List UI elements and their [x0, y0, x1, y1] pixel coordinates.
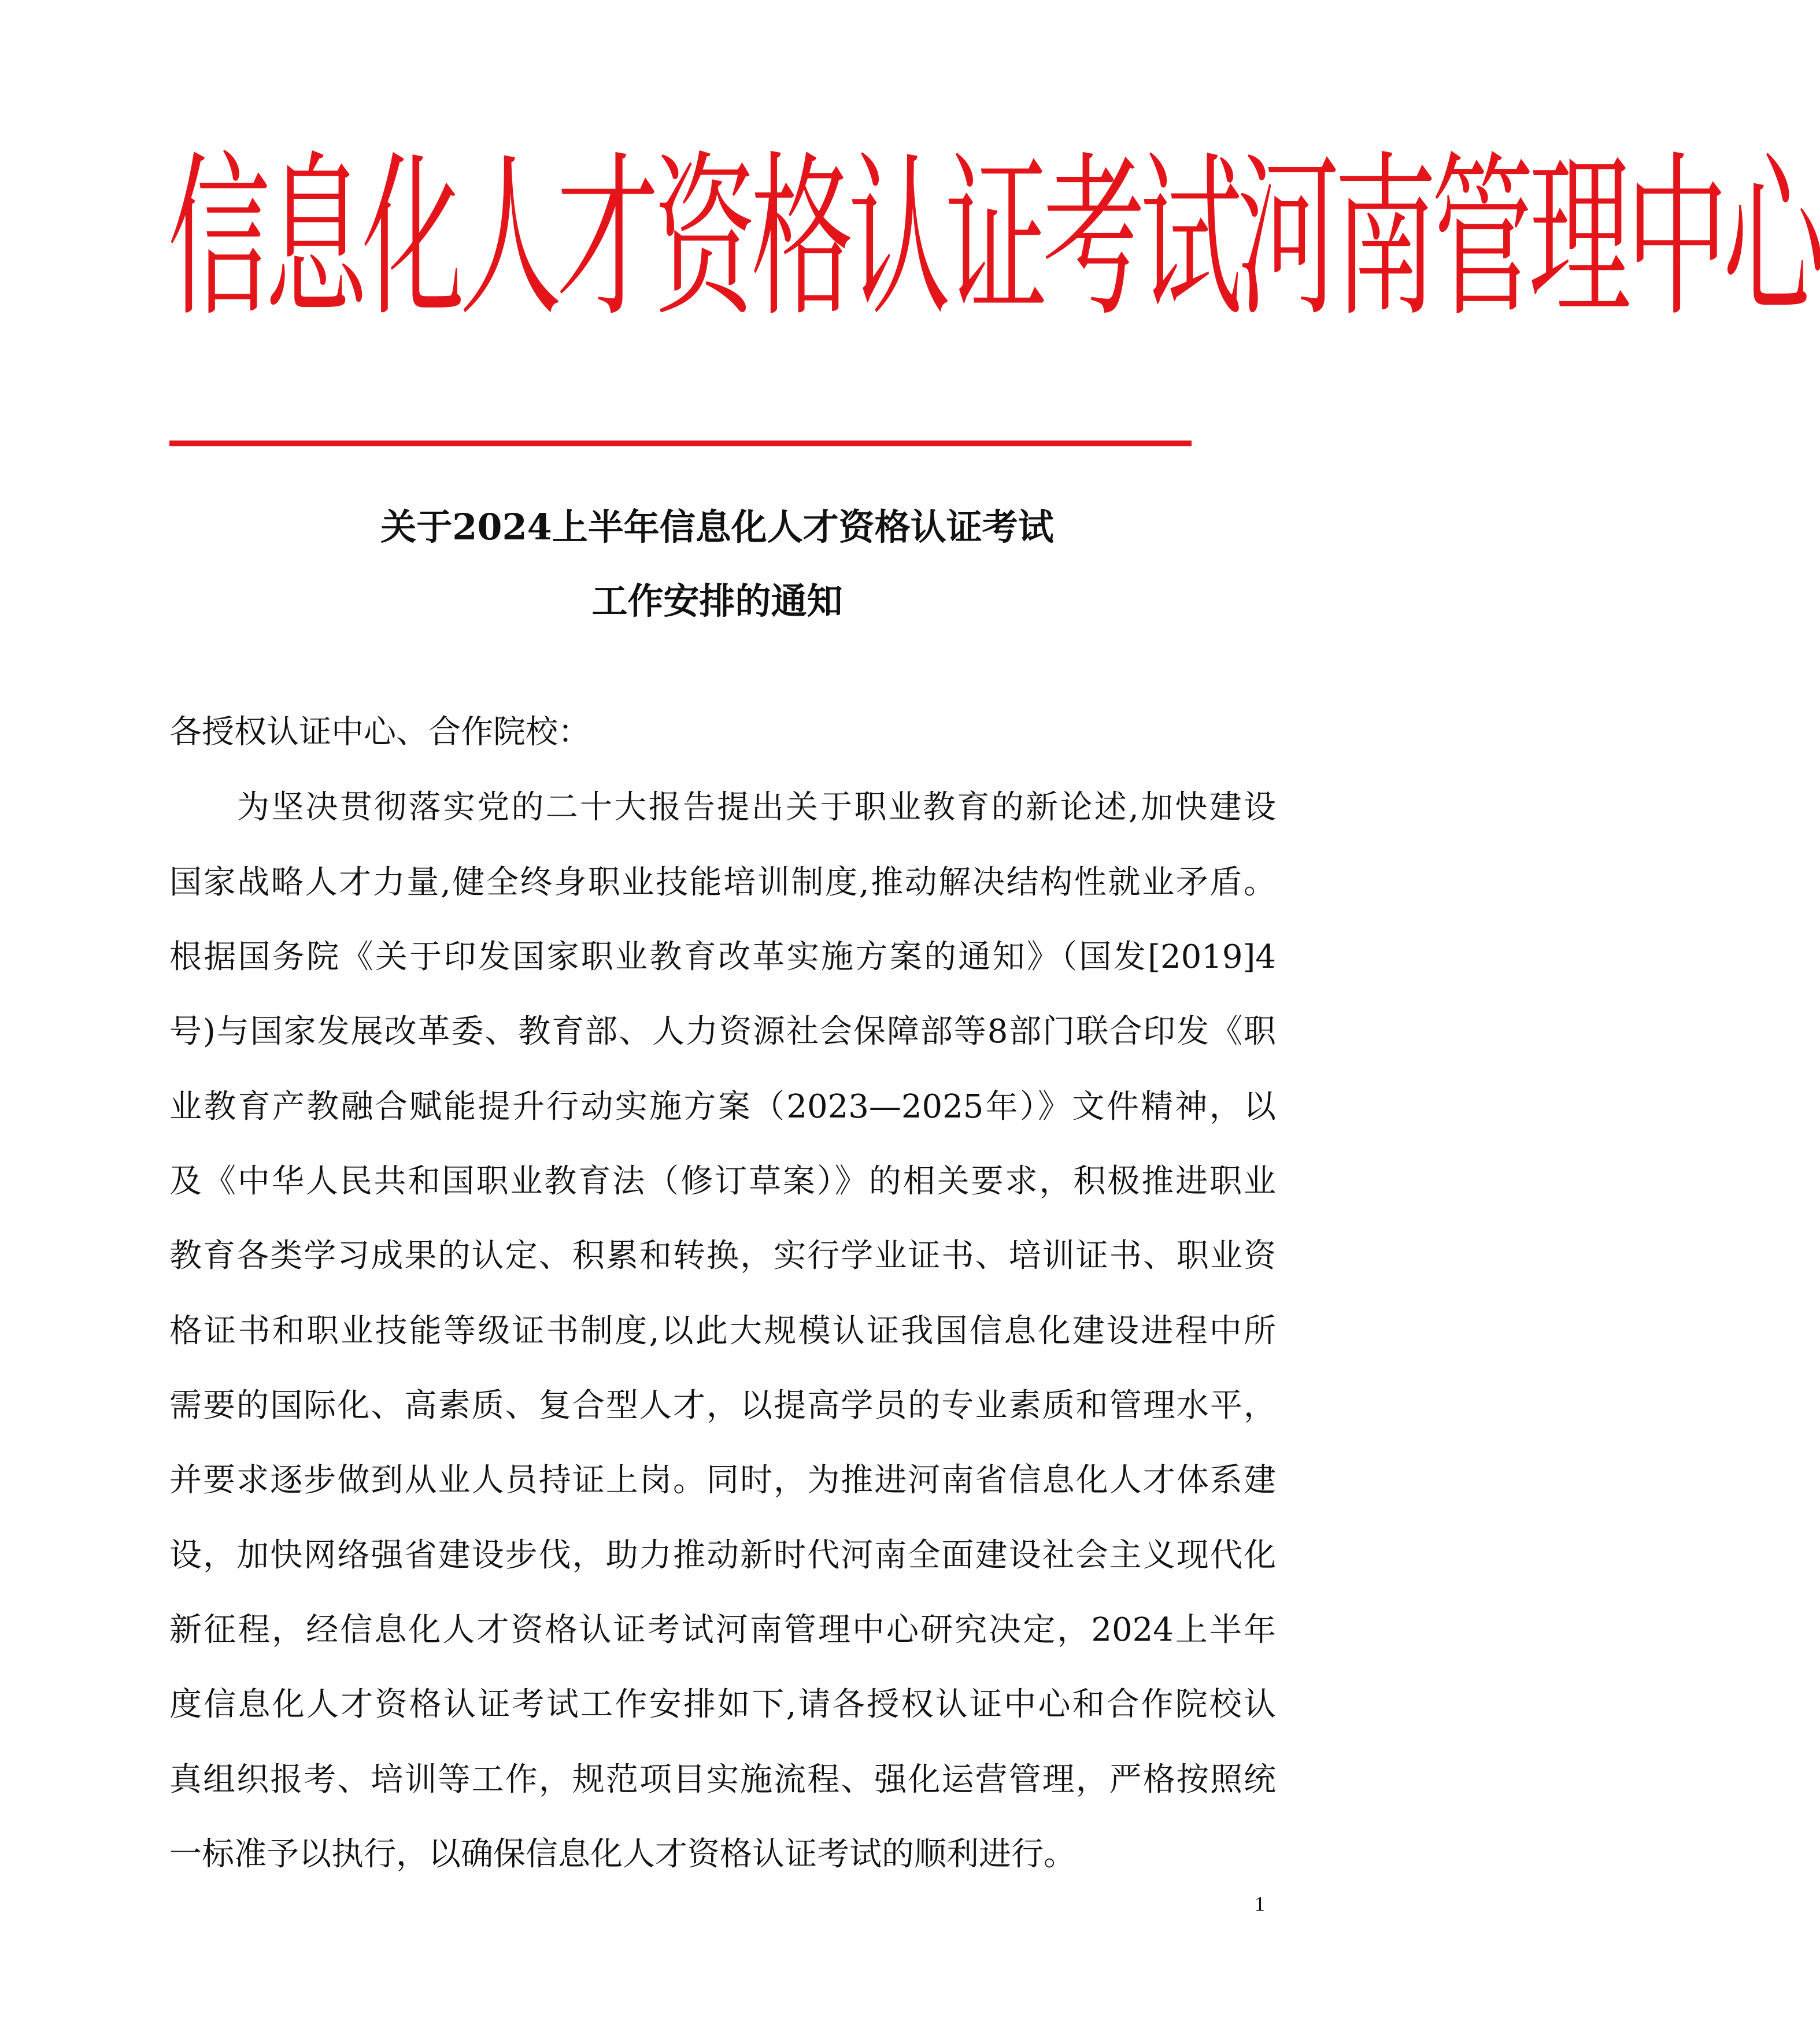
body-line: 需要的国际化、高素质、复合型人才，以提高学员的专业素质和管理水平，: [169, 1387, 1276, 1424]
body-line: 设，加快网络强省建设步伐，助力推动新时代河南全面建设社会主义现代化: [169, 1537, 1276, 1574]
body-line: 一标准予以执行，以确保信息化人才资格认证考试的顺利进行。: [169, 1835, 1076, 1873]
body-line: 格证书和职业技能等级证书制度,以此大规模认证我国信息化建设进程中所: [169, 1312, 1276, 1350]
body-line: 度信息化人才资格认证考试工作安排如下,请各授权认证中心和合作院校认: [169, 1686, 1276, 1723]
body-line: 新征程，经信息化人才资格认证考试河南管理中心研究决定，2024上半年: [169, 1611, 1276, 1649]
document-title-line-1: 关于2024上半年信息化人才资格认证考试: [380, 506, 1054, 548]
body-line: 业教育产教融合赋能提升行动实施方案（2023—2025年）》文件精神，以: [169, 1088, 1276, 1126]
page-number: 1: [1255, 1892, 1265, 1915]
body-line: 号)与国家发展改革委、教育部、人力资源社会保障部等8部门联合印发《职: [169, 1013, 1276, 1050]
body-line: 国家战略人才力量,健全终身职业技能培训制度,推动解决结构性就业矛盾。: [169, 864, 1276, 901]
salutation: 各授权认证中心、合作院校：: [169, 713, 590, 751]
body-line: 教育各类学习成果的认定、积累和转换，实行学业证书、培训证书、职业资: [169, 1237, 1276, 1275]
header-red-rule: [169, 441, 1192, 446]
body-line: 真组织报考、培训等工作，规范项目实施流程、强化运营管理，严格按照统: [169, 1761, 1276, 1798]
body-line: 为坚决贯彻落实党的二十大报告提出关于职业教育的新论述,加快建设: [237, 789, 1276, 826]
body-line: 并要求逐步做到从业人员持证上岗。同时，为推进河南省信息化人才体系建: [169, 1461, 1276, 1499]
body-line: 及《中华人民共和国职业教育法（修订草案）》的相关要求，积极推进职业: [169, 1163, 1276, 1200]
organization-header: 信息化人才资格认证考试河南管理中心: [168, 136, 1820, 341]
body-line: 根据国务院《关于印发国家职业教育改革实施方案的通知》（国发[2019]4: [169, 938, 1276, 976]
document-title-line-2: 工作安排的通知: [591, 580, 843, 622]
